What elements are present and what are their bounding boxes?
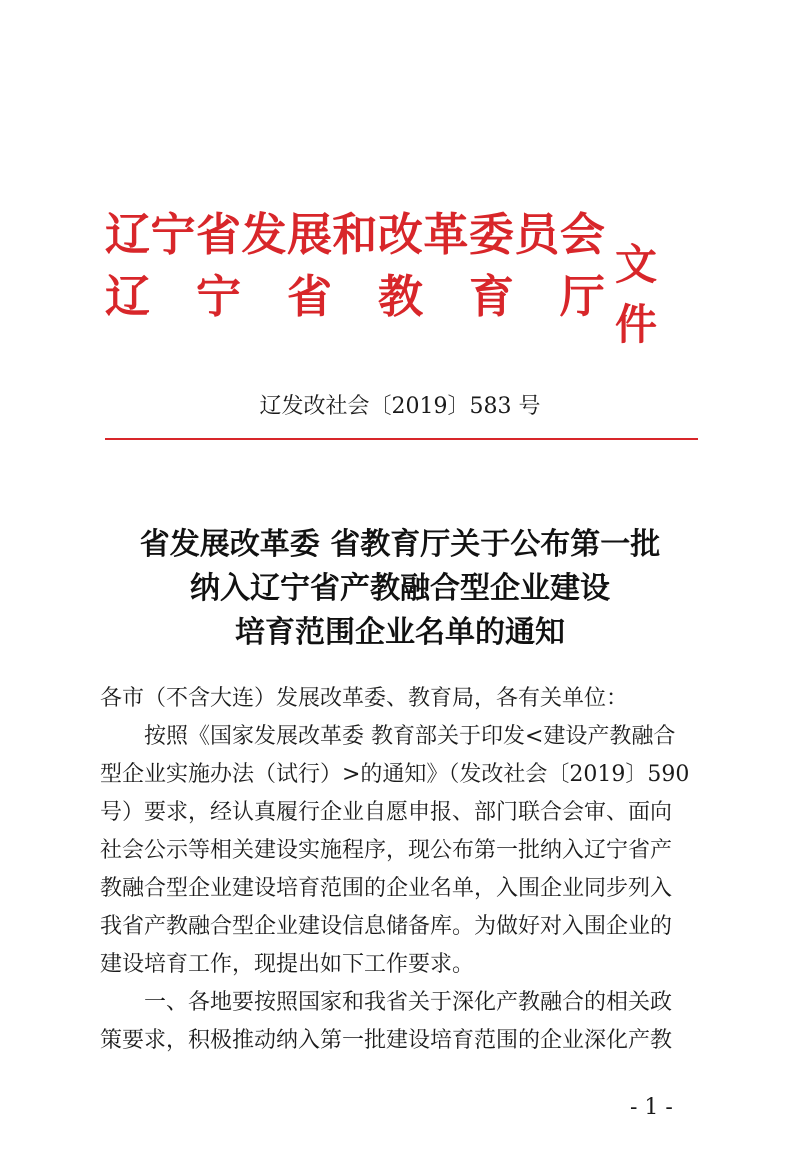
- authority-name-development-reform: [105, 205, 605, 265]
- authority-char: 展: [286, 208, 332, 261]
- authority-char: 和: [332, 208, 378, 261]
- authority-name-education: [105, 267, 605, 327]
- authority-char: 省: [195, 208, 241, 261]
- body-line: 策要求，积极推动纳入第一批建设培育范围的企业深化产教: [100, 1028, 673, 1053]
- authority-char: 委: [468, 208, 514, 261]
- document-number: 辽发改社会〔2019〕583 号: [259, 394, 541, 419]
- authority-char: 厅: [559, 270, 605, 323]
- document-body: [100, 680, 710, 1060]
- title-line: 纳入辽宁省产教融合型企业建设: [190, 571, 610, 606]
- body-line: 教融合型企业建设培育范围的企业名单，入围企业同步列入: [100, 876, 673, 901]
- body-line: 各市（不含大连）发展改革委、教育局，各有关单位：: [100, 686, 629, 711]
- body-line: 一、各地要按照国家和我省关于深化产教融合的相关政: [100, 990, 673, 1015]
- authority-char: 革: [423, 208, 469, 261]
- body-line: 号）要求，经认真履行企业自愿申报、部门联合会审、面向: [100, 800, 673, 825]
- authority-char: 会: [559, 208, 605, 261]
- document-title: [0, 523, 800, 655]
- authority-char: 辽: [105, 270, 151, 323]
- body-line: 社会公示等相关建设实施程序，现公布第一批纳入辽宁省产: [100, 838, 673, 863]
- page-number: - 1 -: [630, 1095, 673, 1120]
- authority-char: 辽: [105, 208, 151, 261]
- authority-char: 宁: [195, 270, 241, 323]
- body-line: 型企业实施办法（试行）>的通知》（发改社会〔2019〕590: [100, 762, 690, 787]
- authority-char: 发: [241, 208, 287, 261]
- authority-char: 省: [286, 270, 332, 323]
- issuing-authorities-header: [105, 205, 705, 349]
- body-line: 建设培育工作，现提出如下工作要求。: [100, 952, 475, 977]
- authority-char: 宁: [150, 208, 196, 261]
- header-divider: [105, 438, 698, 440]
- authority-char: 改: [377, 208, 423, 261]
- authority-char: 员: [514, 208, 560, 261]
- title-line: 省发展改革委 省教育厅关于公布第一批: [139, 527, 661, 562]
- body-line: 按照《国家发展改革委 教育部关于印发<建设产教融合: [100, 724, 676, 749]
- authority-char: 教: [377, 270, 423, 323]
- authority-char: 育: [468, 270, 514, 323]
- body-line: 我省产教融合型企业建设信息储备库。为做好对入围企业的: [100, 914, 673, 939]
- title-line: 培育范围企业名单的通知: [235, 615, 565, 650]
- document-type-label: 文件: [615, 240, 662, 349]
